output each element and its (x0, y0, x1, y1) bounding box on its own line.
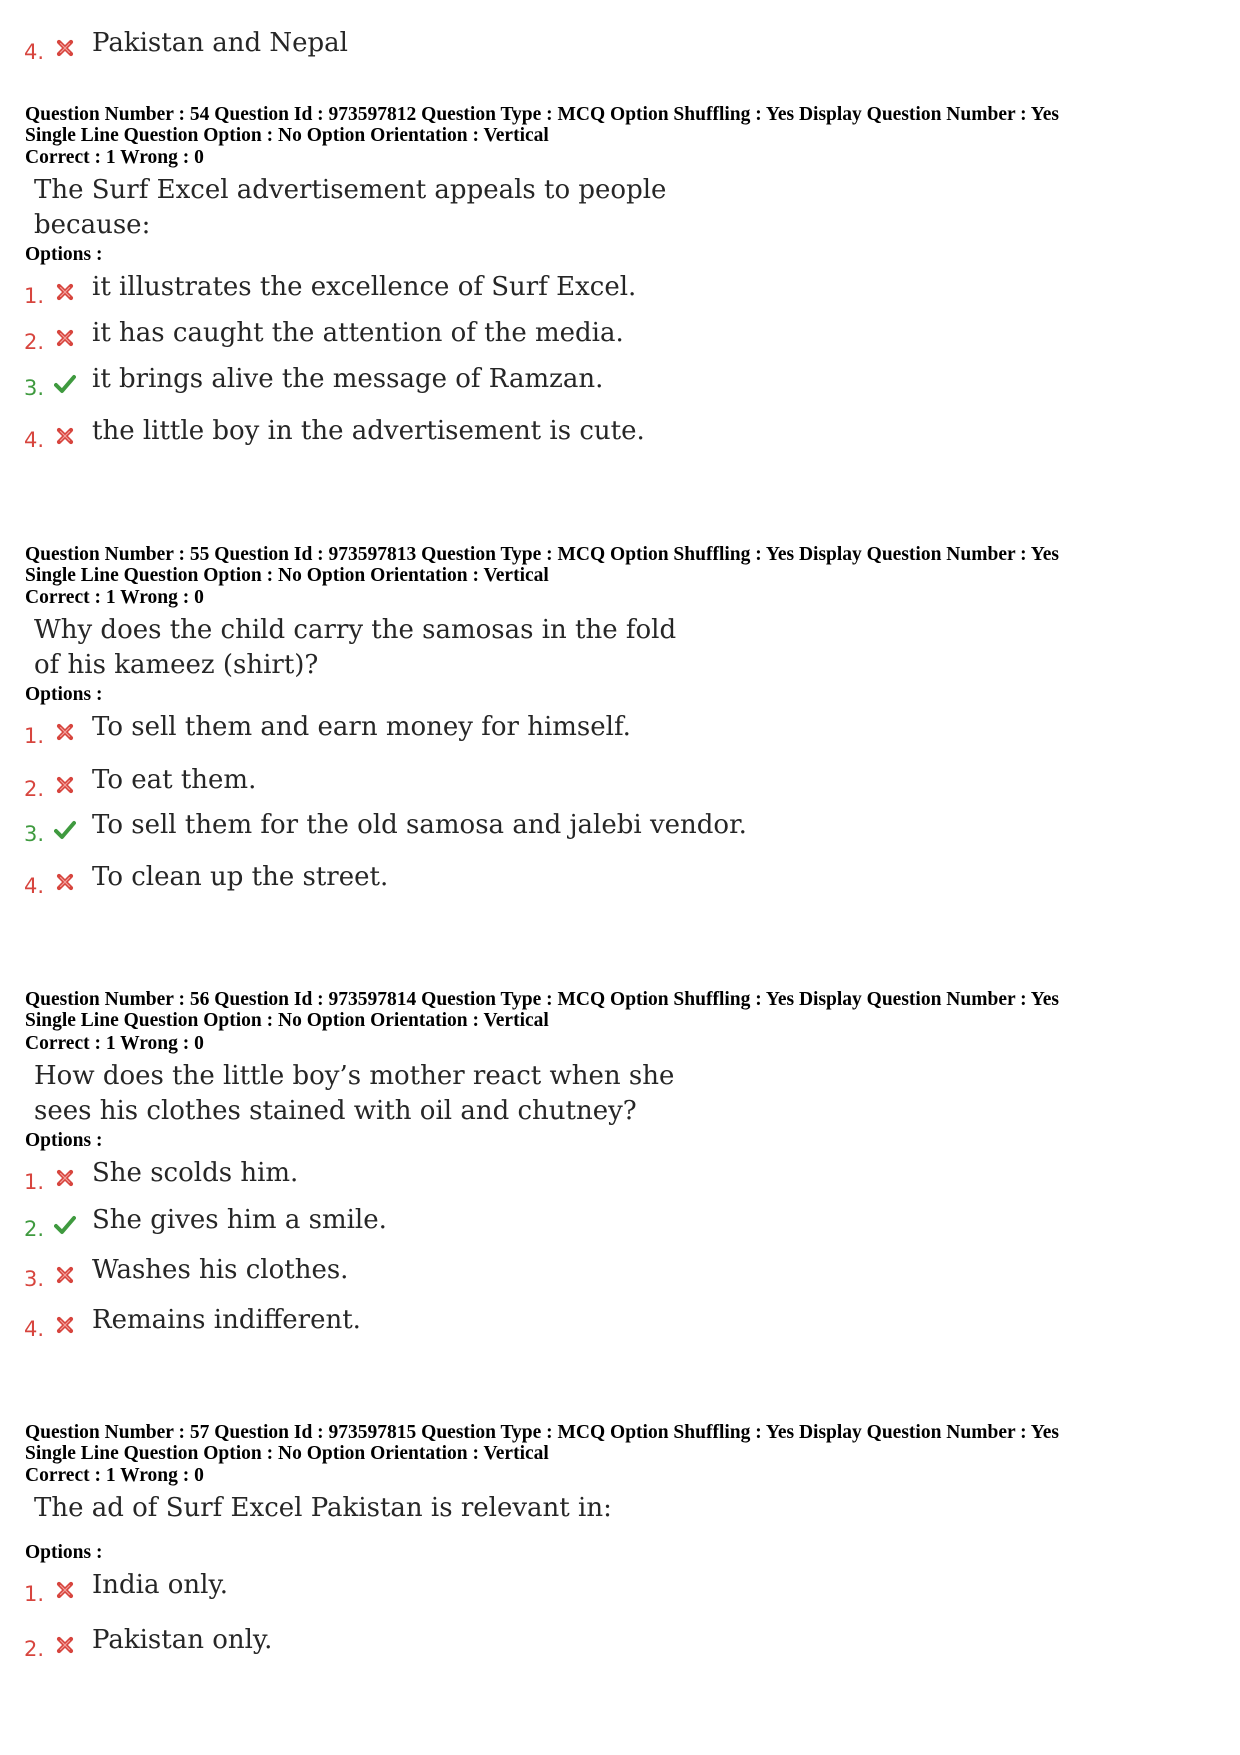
marks-line: Correct : 1 Wrong : 0 (25, 1465, 204, 1486)
option-row (0, 1203, 1240, 1249)
option-row (0, 270, 1240, 316)
question-metadata (25, 1422, 1059, 1464)
cross-mark-icon (54, 1579, 76, 1601)
metadata-line-1: Question Number : 55 Question Id : 973597813 Question Type : MCQ Option Shuffling : Yes Display Question Number : Yes (25, 544, 1059, 565)
check-mark-icon (54, 373, 76, 395)
metadata-line-1: Question Number : 57 Question Id : 973597815 Question Type : MCQ Option Shuffling : Yes Display Question Number : Yes (25, 1422, 1059, 1443)
options-label: Options : (25, 1542, 103, 1563)
question-text (34, 173, 666, 243)
cross-mark-icon (54, 871, 76, 893)
marks-line: Correct : 1 Wrong : 0 (25, 587, 204, 608)
option-row (0, 1156, 1240, 1202)
options-label: Options : (25, 244, 103, 265)
option-text: the little boy in the advertisement is cute. (92, 416, 645, 446)
options-label: Options : (25, 1130, 103, 1151)
cross-mark-icon (54, 1264, 76, 1286)
option-number: 1. (24, 1170, 45, 1194)
question-metadata (25, 544, 1059, 586)
option-number: 3. (24, 822, 45, 846)
question-metadata (25, 104, 1059, 146)
option-number: 2. (24, 1217, 45, 1241)
option-number: 1. (24, 724, 45, 748)
option-number: 3. (24, 1267, 45, 1291)
option-number: 2. (24, 330, 45, 354)
option-text: Washes his clothes. (92, 1255, 349, 1285)
cross-mark-icon (54, 425, 76, 447)
option-text: Pakistan only. (92, 1625, 273, 1655)
options-label: Options : (25, 684, 103, 705)
metadata-line-2: Single Line Question Option : No Option Orientation : Vertical (25, 1010, 549, 1031)
option-row (0, 362, 1240, 408)
option-number: 2. (24, 1637, 45, 1661)
option-number: 2. (24, 777, 45, 801)
question-text-line: The ad of Surf Excel Pakistan is relevant in: (34, 1493, 612, 1523)
option-row (0, 316, 1240, 362)
cross-mark-icon (54, 281, 76, 303)
option-row (0, 1568, 1240, 1614)
cross-mark-icon (54, 37, 76, 59)
question-metadata (25, 989, 1059, 1031)
metadata-line-1: Question Number : 54 Question Id : 973597812 Question Type : MCQ Option Shuffling : Yes Display Question Number : Yes (25, 104, 1059, 125)
option-number: 4. (24, 40, 45, 64)
question-text-line: sees his clothes stained with oil and chutney? (34, 1096, 637, 1126)
option-text: To sell them for the old samosa and jalebi vendor. (92, 810, 747, 840)
option-text: Remains indifferent. (92, 1305, 361, 1335)
option-row (0, 1623, 1240, 1669)
question-text (34, 1059, 674, 1129)
option-text: it has caught the attention of the media. (92, 318, 624, 348)
cross-mark-icon (54, 721, 76, 743)
option-number: 4. (24, 1317, 45, 1341)
question-text-line: because: (34, 210, 151, 240)
option-text: She gives him a smile. (92, 1205, 387, 1235)
metadata-line-2: Single Line Question Option : No Option Orientation : Vertical (25, 1443, 549, 1464)
cross-mark-icon (54, 1167, 76, 1189)
check-mark-icon (54, 1214, 76, 1236)
option-row (0, 1253, 1240, 1299)
check-mark-icon (54, 819, 76, 841)
option-text: India only. (92, 1570, 228, 1600)
marks-line: Correct : 1 Wrong : 0 (25, 1033, 204, 1054)
cross-mark-icon (54, 327, 76, 349)
option-text: Pakistan and Nepal (92, 28, 348, 58)
marks-line: Correct : 1 Wrong : 0 (25, 147, 204, 168)
option-text: it brings alive the message of Ramzan. (92, 364, 604, 394)
option-number: 1. (24, 1582, 45, 1606)
metadata-line-2: Single Line Question Option : No Option Orientation : Vertical (25, 565, 549, 586)
question-text-line: Why does the child carry the samosas in the fold (34, 615, 677, 645)
option-text: To clean up the street. (92, 862, 389, 892)
option-number: 4. (24, 428, 45, 452)
option-row (0, 808, 1240, 854)
question-text-line: How does the little boy’s mother react when she (34, 1061, 675, 1091)
option-text: it illustrates the excellence of Surf Excel. (92, 272, 637, 302)
metadata-line-1: Question Number : 56 Question Id : 973597814 Question Type : MCQ Option Shuffling : Yes Display Question Number : Yes (25, 989, 1059, 1010)
option-number: 3. (24, 376, 45, 400)
option-number: 1. (24, 284, 45, 308)
metadata-line-2: Single Line Question Option : No Option Orientation : Vertical (25, 125, 549, 146)
question-text-line: The Surf Excel advertisement appeals to people (34, 175, 667, 205)
cross-mark-icon (54, 1314, 76, 1336)
option-text: To eat them. (92, 765, 257, 795)
option-row (0, 860, 1240, 906)
question-text (34, 1491, 612, 1526)
option-row (0, 710, 1240, 756)
cross-mark-icon (54, 774, 76, 796)
option-text: She scolds him. (92, 1158, 299, 1188)
option-number: 4. (24, 874, 45, 898)
option-row (0, 414, 1240, 460)
option-row (0, 1303, 1240, 1349)
option-text: To sell them and earn money for himself. (92, 712, 631, 742)
option-row (0, 26, 1240, 72)
cross-mark-icon (54, 1634, 76, 1656)
question-text (34, 613, 676, 683)
option-row (0, 763, 1240, 809)
question-text-line: of his kameez (shirt)? (34, 650, 319, 680)
